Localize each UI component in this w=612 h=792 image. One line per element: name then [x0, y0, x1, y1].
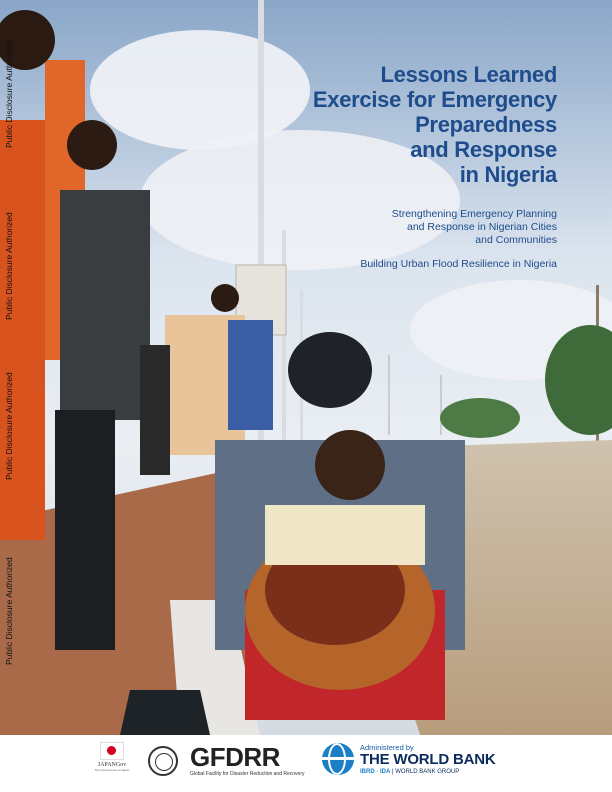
title-line: Lessons Learned	[380, 62, 557, 87]
worldbank-logo	[322, 742, 502, 782]
gfdrr-name: GFDRR	[190, 742, 280, 772]
gfdrr-logo	[148, 744, 313, 780]
japan-sublabel: The Government of Japan	[94, 768, 130, 772]
title-line: and Response	[410, 137, 557, 162]
subtitle-line: Strengthening Emergency Planning	[391, 208, 557, 220]
worldbank-subtitle: IBRD · IDA | WORLD BANK GROUP	[360, 769, 460, 775]
worldbank-globe-icon	[322, 743, 354, 775]
subtitle-line: and Response in Nigerian Cities	[407, 221, 557, 233]
title-line: in Nigeria	[459, 162, 557, 187]
japan-label: JAPANGov	[97, 762, 127, 768]
japan-logo	[92, 742, 132, 772]
gfdrr-subtitle: Global Facility for Disaster Reduction and Recovery	[190, 771, 305, 777]
title-line: Preparedness	[415, 112, 557, 137]
gfdrr-emblem-icon	[148, 746, 178, 776]
japan-flag-icon	[100, 742, 124, 760]
administered-by-label: Administered by	[360, 743, 414, 752]
cover-subtitle	[297, 208, 557, 247]
cover-title	[227, 62, 557, 187]
worldbank-name: THE WORLD BANK	[360, 751, 496, 768]
title-line: Exercise for Emergency	[312, 87, 557, 112]
subtitle-line: and Communities	[475, 234, 557, 246]
cover-subtitle-series: Building Urban Flood Resilience in Nigeria	[360, 258, 557, 270]
